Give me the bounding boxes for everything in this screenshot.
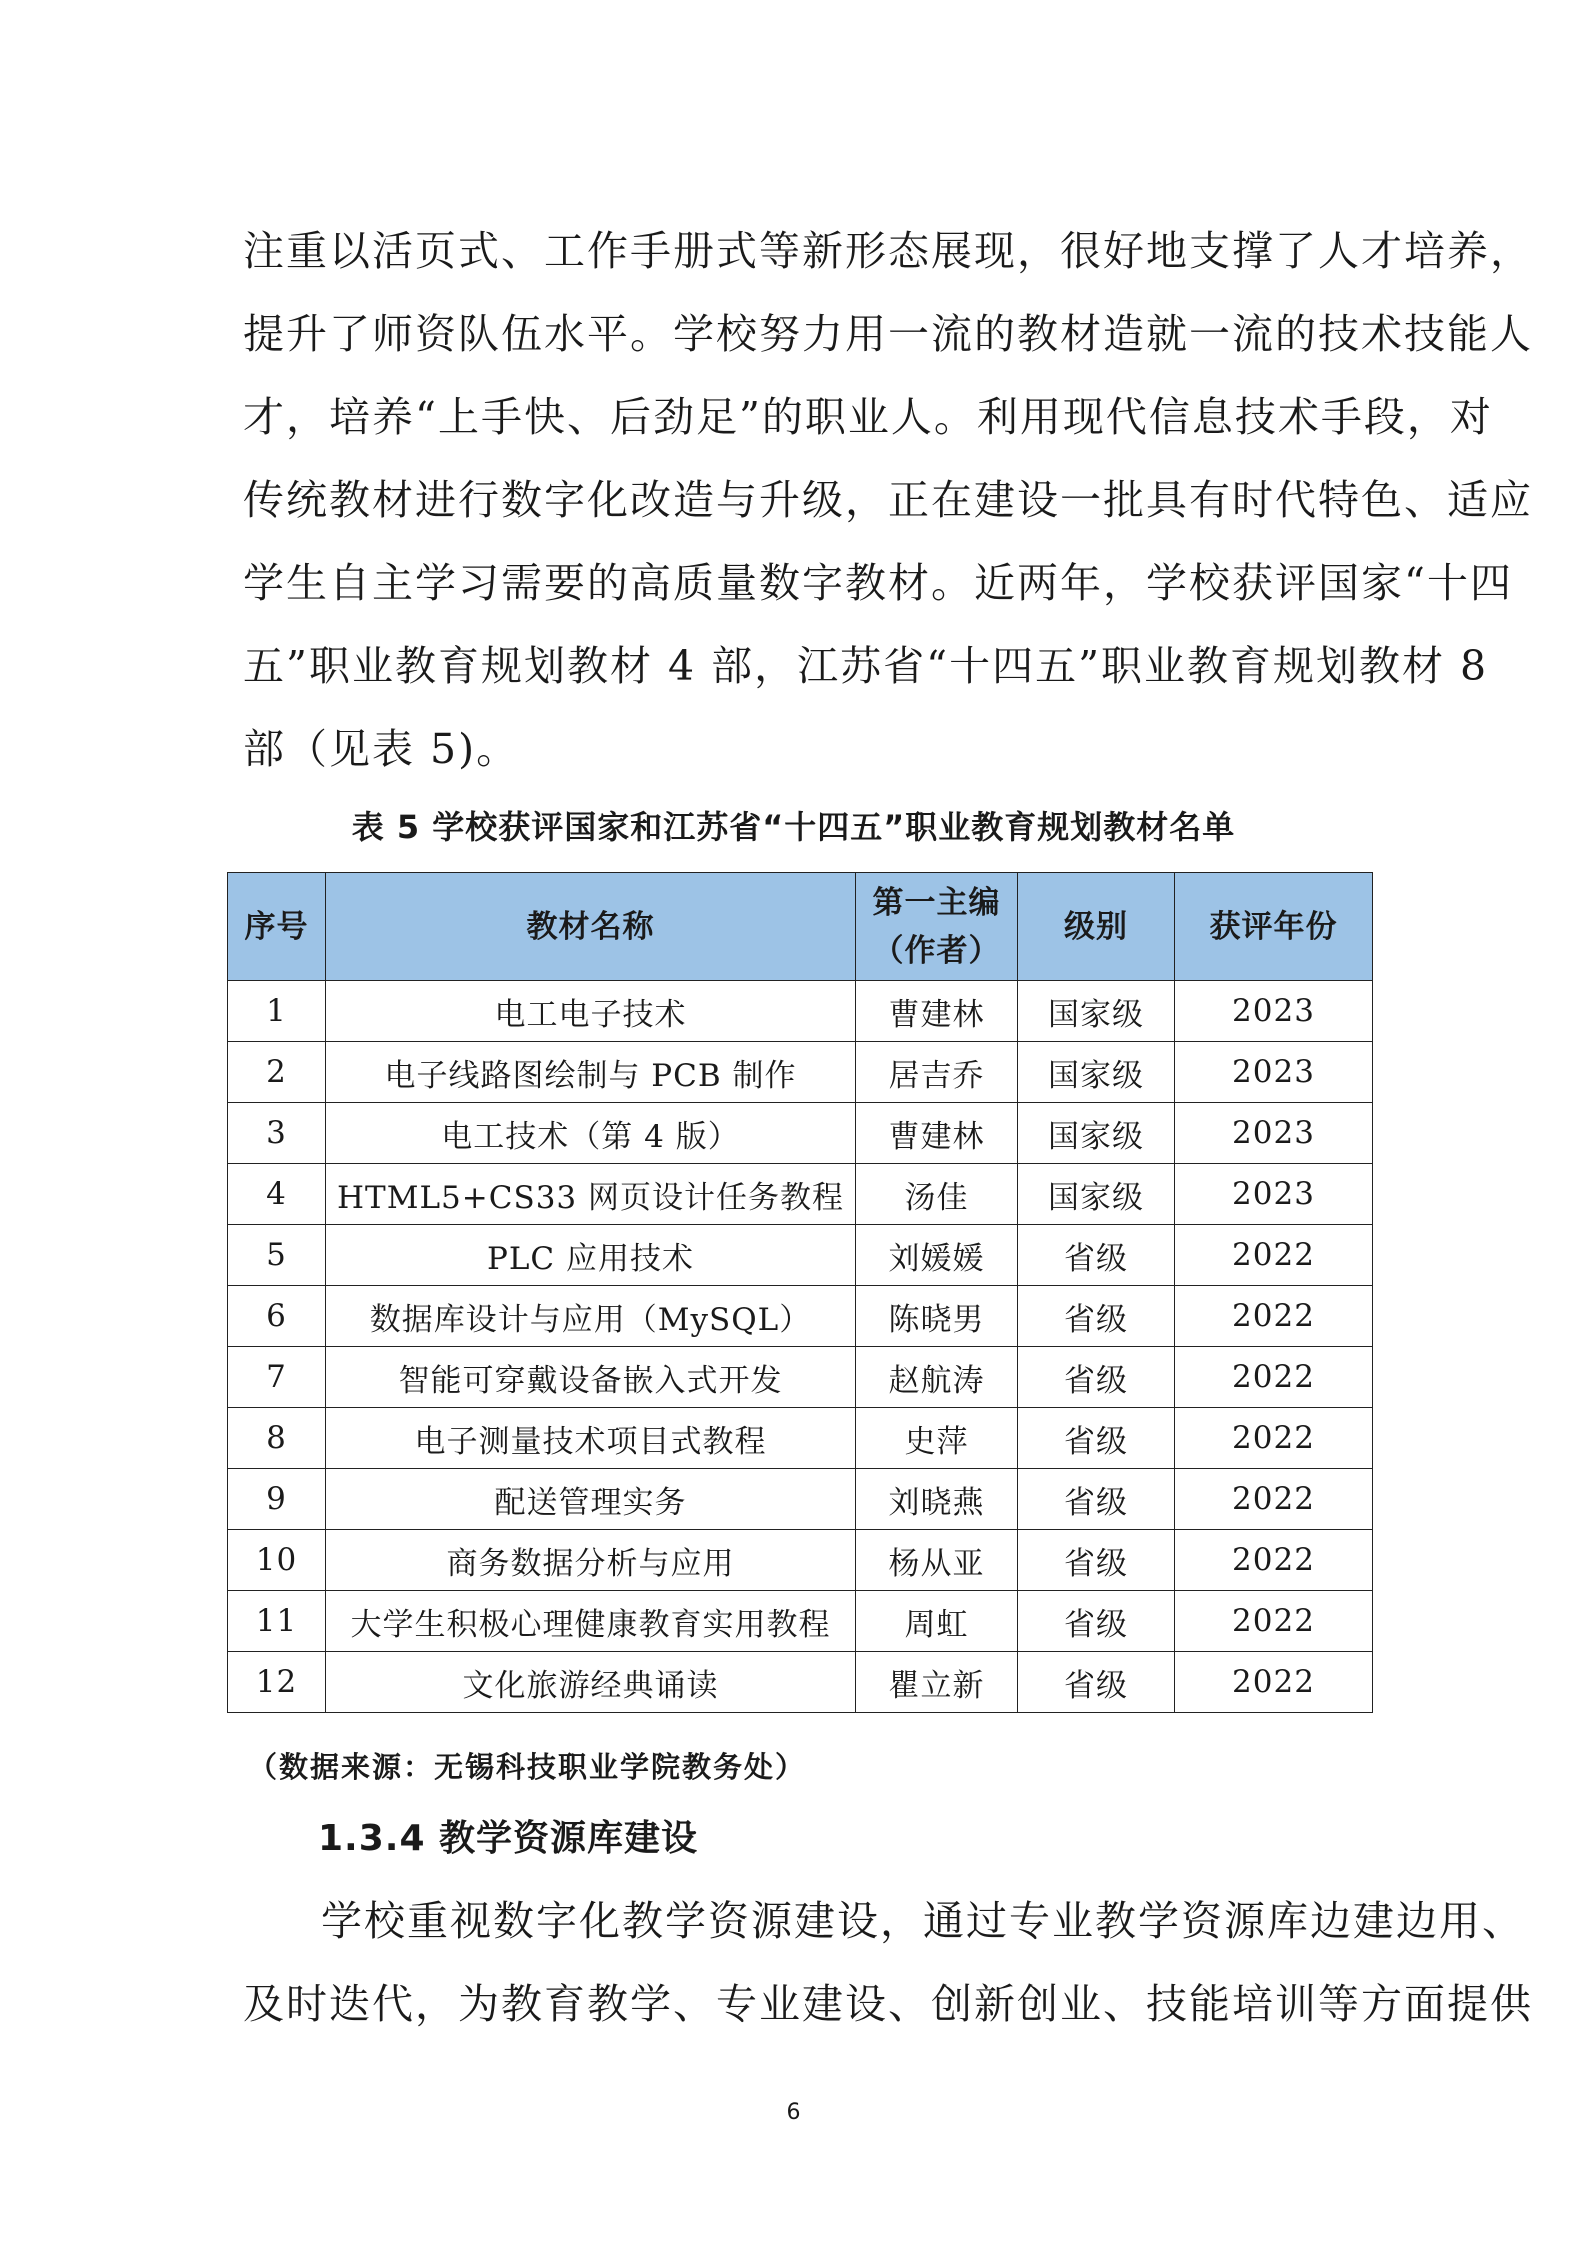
cell-name: 数据库设计与应用（MySQL） bbox=[326, 1286, 856, 1347]
cell-index: 10 bbox=[228, 1530, 326, 1591]
cell-year: 2023 bbox=[1175, 1042, 1373, 1103]
cell-year: 2023 bbox=[1175, 981, 1373, 1042]
cell-author: 周虹 bbox=[856, 1591, 1018, 1652]
cell-index: 5 bbox=[228, 1225, 326, 1286]
cell-name: 电子线路图绘制与 PCB 制作 bbox=[326, 1042, 856, 1103]
cell-year: 2022 bbox=[1175, 1408, 1373, 1469]
table-row bbox=[228, 1225, 1373, 1286]
cell-name: 大学生积极心理健康教育实用教程 bbox=[326, 1591, 856, 1652]
paragraph-line: 学校重视数字化教学资源建设，通过专业教学资源库边建边用、 bbox=[321, 1897, 1525, 1945]
paragraph-textbooks bbox=[243, 210, 1533, 791]
table-header-row bbox=[228, 873, 1373, 981]
paragraph-line: 传统教材进行数字化改造与升级，正在建设一批具有时代特色、适应 bbox=[243, 476, 1533, 524]
cell-year: 2022 bbox=[1175, 1347, 1373, 1408]
cell-index: 8 bbox=[228, 1408, 326, 1469]
cell-index: 3 bbox=[228, 1103, 326, 1164]
cell-year: 2023 bbox=[1175, 1103, 1373, 1164]
cell-index: 12 bbox=[228, 1652, 326, 1713]
cell-level: 省级 bbox=[1018, 1347, 1175, 1408]
table-row bbox=[228, 1652, 1373, 1713]
header-year: 获评年份 bbox=[1175, 873, 1373, 981]
header-index: 序号 bbox=[228, 873, 326, 981]
cell-index: 1 bbox=[228, 981, 326, 1042]
cell-name: 商务数据分析与应用 bbox=[326, 1530, 856, 1591]
paragraph-line: 五”职业教育规划教材 4 部，江苏省“十四五”职业教育规划教材 8 bbox=[243, 642, 1489, 690]
table-row bbox=[228, 1347, 1373, 1408]
page-number: 6 bbox=[786, 2100, 801, 2125]
cell-level: 省级 bbox=[1018, 1530, 1175, 1591]
cell-author: 汤佳 bbox=[856, 1164, 1018, 1225]
cell-name: 电工电子技术 bbox=[326, 981, 856, 1042]
cell-level: 国家级 bbox=[1018, 1164, 1175, 1225]
table-row bbox=[228, 1469, 1373, 1530]
table-row bbox=[228, 1164, 1373, 1225]
cell-year: 2023 bbox=[1175, 1164, 1373, 1225]
cell-name: PLC 应用技术 bbox=[326, 1225, 856, 1286]
table-row bbox=[228, 1042, 1373, 1103]
header-level: 级别 bbox=[1018, 873, 1175, 981]
header-author-line2: （作者） bbox=[872, 932, 1001, 969]
paragraph-resource-library bbox=[243, 1880, 1533, 2046]
cell-level: 省级 bbox=[1018, 1286, 1175, 1347]
cell-level: 国家级 bbox=[1018, 981, 1175, 1042]
table-source-note: （数据来源：无锡科技职业学院教务处） bbox=[248, 1750, 807, 1784]
cell-author: 居吉乔 bbox=[856, 1042, 1018, 1103]
cell-level: 省级 bbox=[1018, 1591, 1175, 1652]
cell-author: 赵航涛 bbox=[856, 1347, 1018, 1408]
table-row bbox=[228, 1286, 1373, 1347]
cell-author: 杨从亚 bbox=[856, 1530, 1018, 1591]
cell-year: 2022 bbox=[1175, 1286, 1373, 1347]
cell-name: 智能可穿戴设备嵌入式开发 bbox=[326, 1347, 856, 1408]
cell-level: 省级 bbox=[1018, 1469, 1175, 1530]
table-row bbox=[228, 1530, 1373, 1591]
cell-author: 瞿立新 bbox=[856, 1652, 1018, 1713]
cell-level: 省级 bbox=[1018, 1408, 1175, 1469]
paragraph-line: 才，培养“上手快、后劲足”的职业人。利用现代信息技术手段，对 bbox=[243, 393, 1493, 441]
paragraph-line: 学生自主学习需要的高质量数字教材。近两年，学校获评国家“十四 bbox=[243, 559, 1513, 607]
table-row bbox=[228, 1408, 1373, 1469]
textbook-table bbox=[227, 872, 1373, 1713]
table-row bbox=[228, 1591, 1373, 1652]
paragraph-line: 部（见表 5)。 bbox=[243, 725, 520, 773]
cell-level: 国家级 bbox=[1018, 1103, 1175, 1164]
cell-name: HTML5+CS33 网页设计任务教程 bbox=[326, 1164, 856, 1225]
cell-level: 省级 bbox=[1018, 1225, 1175, 1286]
cell-name: 配送管理实务 bbox=[326, 1469, 856, 1530]
cell-author: 刘媛媛 bbox=[856, 1225, 1018, 1286]
cell-index: 6 bbox=[228, 1286, 326, 1347]
cell-author: 曹建林 bbox=[856, 981, 1018, 1042]
header-author bbox=[856, 873, 1018, 981]
cell-name: 电工技术（第 4 版） bbox=[326, 1103, 856, 1164]
cell-level: 省级 bbox=[1018, 1652, 1175, 1713]
cell-year: 2022 bbox=[1175, 1225, 1373, 1286]
cell-name: 文化旅游经典诵读 bbox=[326, 1652, 856, 1713]
cell-author: 刘晓燕 bbox=[856, 1469, 1018, 1530]
table-row bbox=[228, 1103, 1373, 1164]
cell-index: 11 bbox=[228, 1591, 326, 1652]
cell-index: 7 bbox=[228, 1347, 326, 1408]
cell-index: 9 bbox=[228, 1469, 326, 1530]
cell-year: 2022 bbox=[1175, 1469, 1373, 1530]
cell-author: 陈晓男 bbox=[856, 1286, 1018, 1347]
header-author-line1: 第一主编 bbox=[872, 884, 1001, 921]
section-heading: 1.3.4 教学资源库建设 bbox=[318, 1818, 699, 1859]
cell-index: 2 bbox=[228, 1042, 326, 1103]
table-row bbox=[228, 981, 1373, 1042]
table-caption: 表 5 学校获评国家和江苏省“十四五”职业教育规划教材名单 bbox=[351, 808, 1236, 846]
cell-year: 2022 bbox=[1175, 1652, 1373, 1713]
cell-index: 4 bbox=[228, 1164, 326, 1225]
paragraph-line: 注重以活页式、工作手册式等新形态展现，很好地支撑了人才培养， bbox=[243, 227, 1533, 275]
cell-year: 2022 bbox=[1175, 1530, 1373, 1591]
cell-author: 曹建林 bbox=[856, 1103, 1018, 1164]
header-name: 教材名称 bbox=[326, 873, 856, 981]
paragraph-line: 及时迭代，为教育教学、专业建设、创新创业、技能培训等方面提供 bbox=[243, 1980, 1533, 2028]
cell-level: 国家级 bbox=[1018, 1042, 1175, 1103]
cell-year: 2022 bbox=[1175, 1591, 1373, 1652]
cell-author: 史萍 bbox=[856, 1408, 1018, 1469]
cell-name: 电子测量技术项目式教程 bbox=[326, 1408, 856, 1469]
paragraph-line: 提升了师资队伍水平。学校努力用一流的教材造就一流的技术技能人 bbox=[243, 310, 1533, 358]
